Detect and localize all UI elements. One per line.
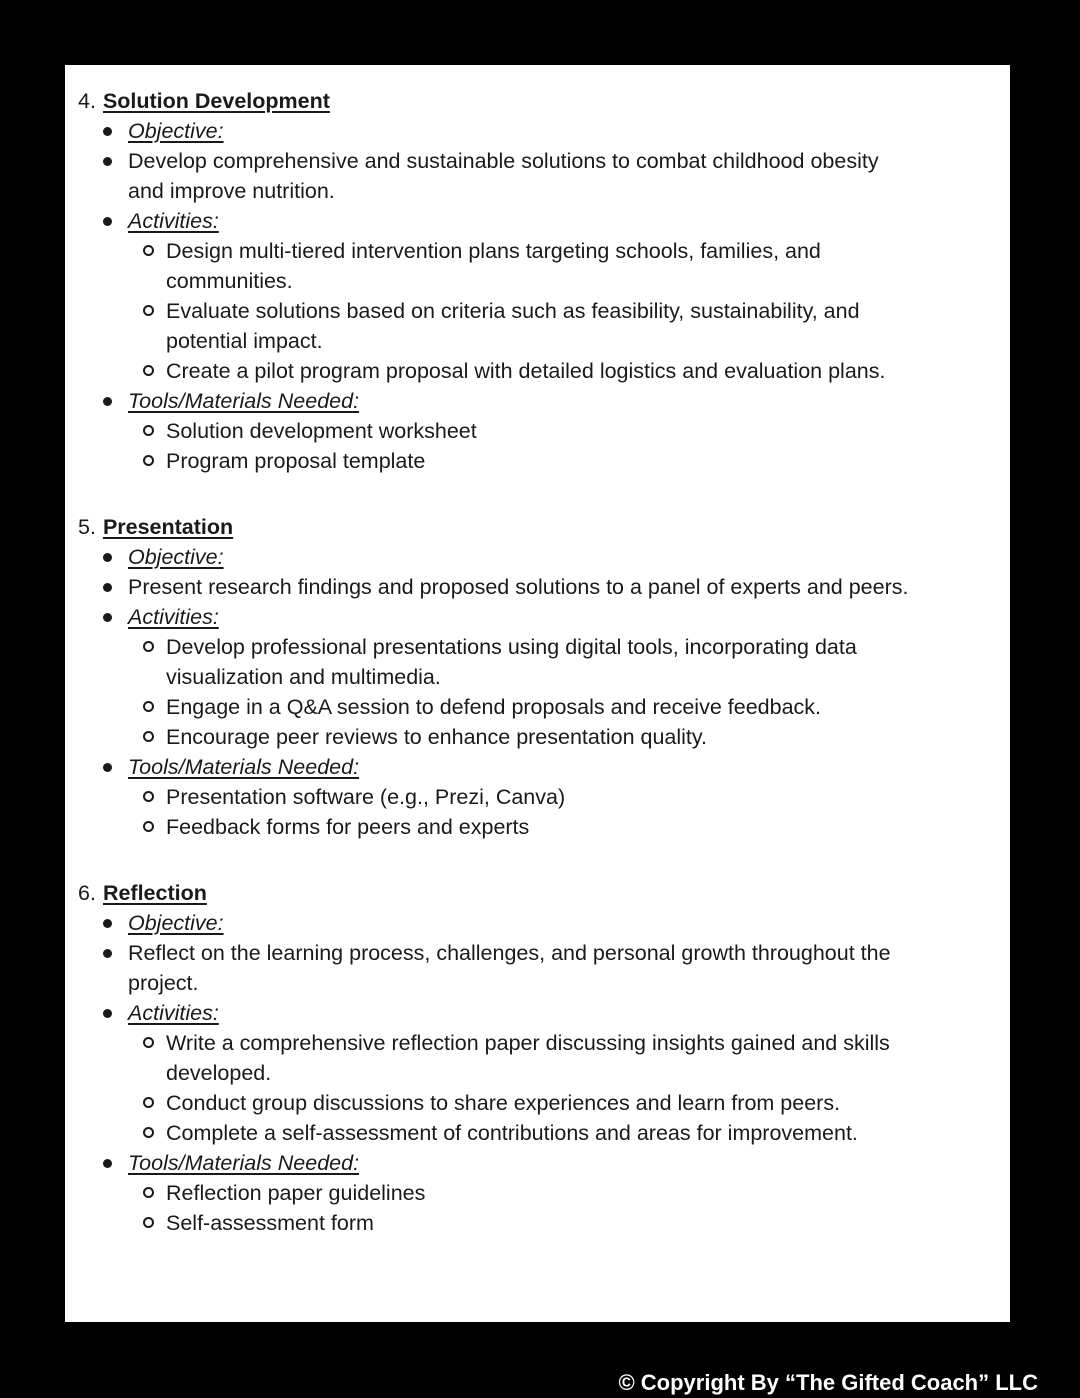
bullet-item-level2 xyxy=(78,1208,996,1238)
bullet-item-level1 xyxy=(78,146,996,206)
circle-bullet-icon xyxy=(143,782,166,802)
bullet-item-level2 xyxy=(78,812,996,842)
item-text: Feedback forms for peers and experts xyxy=(166,815,530,839)
document-page xyxy=(65,65,1010,1322)
circle-bullet-icon xyxy=(143,1208,166,1228)
circle-bullet-icon xyxy=(143,632,166,652)
bullet-item-level1 xyxy=(78,386,996,416)
item-text: Self-assessment form xyxy=(166,1211,374,1235)
bullet-item-level2 xyxy=(78,296,996,356)
item-text: Develop professional presentations using digital tools, incorporating data visualization and multimedia. xyxy=(166,635,857,689)
item-label: Activities: xyxy=(128,1001,219,1025)
section-title: Solution Development xyxy=(102,89,330,113)
item-label: Tools/Materials Needed: xyxy=(128,389,360,413)
bullet-item-level2 xyxy=(78,1118,996,1148)
section xyxy=(78,512,996,842)
item-label: Tools/Materials Needed: xyxy=(128,755,360,779)
item-label: Objective: xyxy=(128,545,224,569)
circle-bullet-icon xyxy=(143,692,166,712)
bullet-item-level1 xyxy=(78,938,996,998)
item-label: Activities: xyxy=(128,605,219,629)
bullet-item-level1 xyxy=(78,602,996,632)
circle-bullet-icon xyxy=(143,1118,166,1138)
item-text: Engage in a Q&A session to defend proposals and receive feedback. xyxy=(166,695,821,719)
item-text: Present research findings and proposed solutions to a panel of experts and peers. xyxy=(128,575,909,599)
item-text: Develop comprehensive and sustainable solutions to combat childhood obesity and improve nutrition. xyxy=(128,149,879,203)
bullet-item-level1 xyxy=(78,908,996,938)
section-heading xyxy=(78,86,996,116)
bullet-item-level2 xyxy=(78,692,996,722)
section-heading xyxy=(78,878,996,908)
item-label: Activities: xyxy=(128,209,219,233)
bullet-item-level1 xyxy=(78,1148,996,1178)
bullet-item-level2 xyxy=(78,632,996,692)
disc-bullet-icon xyxy=(103,386,128,406)
item-text: Conduct group discussions to share experiences and learn from peers. xyxy=(166,1091,841,1115)
section-title: Presentation xyxy=(102,515,234,539)
item-text: Presentation software (e.g., Prezi, Canva) xyxy=(166,785,566,809)
item-label: Objective: xyxy=(128,119,224,143)
item-text: Design multi-tiered intervention plans targeting schools, families, and communities. xyxy=(166,239,821,293)
section-number: 5. xyxy=(78,515,96,539)
section xyxy=(78,86,996,476)
bullet-item-level1 xyxy=(78,998,996,1028)
disc-bullet-icon xyxy=(103,998,128,1018)
bullet-item-level1 xyxy=(78,542,996,572)
item-label: Objective: xyxy=(128,911,224,935)
item-text: Program proposal template xyxy=(166,449,426,473)
bullet-item-level2 xyxy=(78,446,996,476)
disc-bullet-icon xyxy=(103,908,128,928)
disc-bullet-icon xyxy=(103,1148,128,1168)
bullet-item-level1 xyxy=(78,572,996,602)
item-text: Create a pilot program proposal with detailed logistics and evaluation plans. xyxy=(166,359,886,383)
section-title: Reflection xyxy=(102,881,207,905)
bullet-item-level1 xyxy=(78,752,996,782)
circle-bullet-icon xyxy=(143,296,166,316)
disc-bullet-icon xyxy=(103,602,128,622)
circle-bullet-icon xyxy=(143,416,166,436)
item-text: Reflection paper guidelines xyxy=(166,1181,426,1205)
disc-bullet-icon xyxy=(103,938,128,958)
disc-bullet-icon xyxy=(103,146,128,166)
item-text: Encourage peer reviews to enhance presentation quality. xyxy=(166,725,708,749)
circle-bullet-icon xyxy=(143,1088,166,1108)
disc-bullet-icon xyxy=(103,206,128,226)
bullet-item-level2 xyxy=(78,782,996,812)
bullet-item-level1 xyxy=(78,206,996,236)
circle-bullet-icon xyxy=(143,356,166,376)
item-text: Solution development worksheet xyxy=(166,419,477,443)
item-text: Reflect on the learning process, challenges, and personal growth throughout the project. xyxy=(128,941,891,995)
disc-bullet-icon xyxy=(103,116,128,136)
section xyxy=(78,878,996,1238)
disc-bullet-icon xyxy=(103,572,128,592)
circle-bullet-icon xyxy=(143,1178,166,1198)
disc-bullet-icon xyxy=(103,542,128,562)
bullet-item-level2 xyxy=(78,1088,996,1118)
section-heading xyxy=(78,512,996,542)
bullet-item-level2 xyxy=(78,1178,996,1208)
copyright-footer: © Copyright By “The Gifted Coach” LLC xyxy=(618,1370,1038,1395)
circle-bullet-icon xyxy=(143,1028,166,1048)
circle-bullet-icon xyxy=(143,812,166,832)
item-label: Tools/Materials Needed: xyxy=(128,1151,360,1175)
bullet-item-level2 xyxy=(78,1028,996,1088)
bullet-item-level1 xyxy=(78,116,996,146)
bullet-item-level2 xyxy=(78,722,996,752)
item-text: Complete a self-assessment of contributions and areas for improvement. xyxy=(166,1121,858,1145)
item-text: Write a comprehensive reflection paper discussing insights gained and skills developed. xyxy=(166,1031,890,1085)
item-text: Evaluate solutions based on criteria such as feasibility, sustainability, and potential impact. xyxy=(166,299,860,353)
bullet-item-level2 xyxy=(78,236,996,296)
bullet-item-level2 xyxy=(78,356,996,386)
circle-bullet-icon xyxy=(143,236,166,256)
circle-bullet-icon xyxy=(143,722,166,742)
circle-bullet-icon xyxy=(143,446,166,466)
section-number: 4. xyxy=(78,89,96,113)
disc-bullet-icon xyxy=(103,752,128,772)
bullet-item-level2 xyxy=(78,416,996,446)
section-number: 6. xyxy=(78,881,96,905)
